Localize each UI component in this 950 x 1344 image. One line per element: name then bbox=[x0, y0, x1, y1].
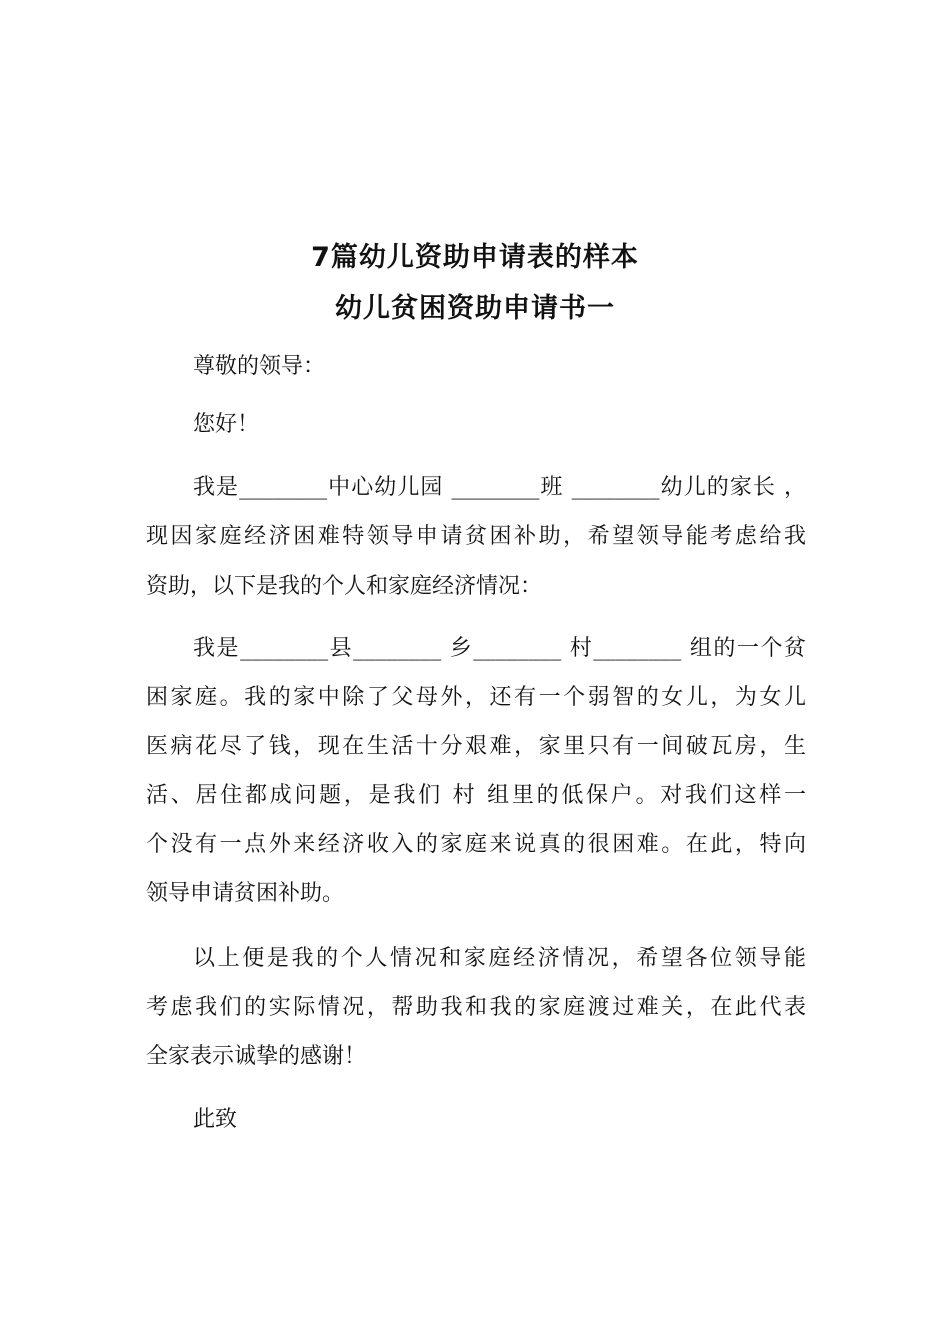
paragraph-2-line-5: 个没有一点外来经济收入的家庭来说真的很困难。在此，特向 bbox=[146, 832, 806, 857]
paragraph-3-line-2: 考虑我们的实际情况，帮助我和我的家庭渡过难关，在此代表 bbox=[146, 995, 806, 1020]
paragraph-2-line-2: 困家庭。我的家中除了父母外，还有一个弱智的女儿，为女儿 bbox=[146, 685, 806, 710]
paragraph-1-line-2: 现因家庭经济困难特领导申请贫困补助，希望领导能考虑给我 bbox=[146, 524, 806, 549]
closing: 此致 bbox=[193, 1107, 238, 1132]
paragraph-2-line-3: 医病花尽了钱，现在生活十分艰难，家里只有一间破瓦房，生 bbox=[146, 734, 806, 759]
paragraph-2-line-4: 活、居住都成问题，是我们 村 组里的低保户。对我们这样一 bbox=[146, 783, 806, 808]
paragraph-1-line-3: 资助，以下是我的个人和家庭经济情况： bbox=[146, 574, 543, 599]
greeting: 您好！ bbox=[193, 412, 260, 437]
paragraph-3-line-3: 全家表示诚挚的感谢！ bbox=[146, 1044, 367, 1069]
document-subtitle: 幼儿贫困资助申请书一 bbox=[335, 293, 615, 324]
salutation: 尊敬的领导： bbox=[193, 354, 326, 379]
paragraph-3-line-1: 以上便是我的个人情况和家庭经济情况，希望各位领导能 bbox=[193, 946, 806, 971]
paragraph-1-line-1: 我是________中心幼儿园 ________班 ________幼儿的家长 ， bbox=[193, 475, 806, 500]
document-title: 7篇幼儿资助申请表的样本 bbox=[311, 242, 639, 273]
paragraph-2-line-1: 我是________县________ 乡________ 村________ 组的一个贫 bbox=[193, 636, 806, 661]
paragraph-2-line-6: 领导申请贫困补助。 bbox=[146, 881, 345, 906]
